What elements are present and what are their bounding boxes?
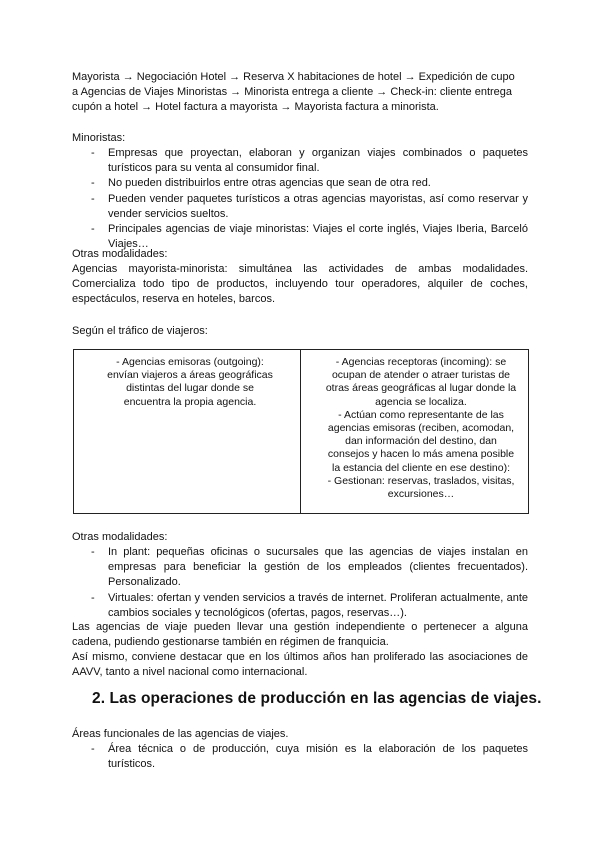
- otras-modalidades-title-2: Otras modalidades:: [72, 531, 168, 543]
- flow-line-3: cupón a hotel → Hotel factura a mayorista → Mayorista factura a minorista.: [72, 101, 439, 114]
- minoristas-title: Minoristas:: [72, 132, 126, 144]
- mayorista-minorista-paragraph: Agencias mayorista-minorista: simultánea las actividades de ambas modalidades. Comercializa todo tipo de productos, incluyendo tour operadores, alquiler de coches, espectáculos, reserva en hoteles, barcos.: [72, 263, 528, 306]
- list-item: - Empresas que proyectan, elaboran y organizan viajes combinados o paquetes turísticos para su venta al consumidor final.: [91, 147, 528, 175]
- list-item: - In plant: pequeñas oficinas o sucursales que las agencias de viajes instalan en empresas para beneficiar la gestión de los empleados (clientes frecuentados). Personalizado.: [91, 546, 528, 589]
- areas-funcionales-list: [72, 742, 528, 772]
- gestion-paragraph: Las agencias de viaje pueden llevar una gestión independiente o pertenecer a alguna cadena, pudiendo gestionarse también en régimen de franquicia.: [72, 621, 528, 649]
- trafico-title: Según el tráfico de viajeros:: [72, 325, 208, 337]
- section-heading: 2. Las operaciones de producción en las agencias de viajes.: [92, 690, 542, 707]
- list-item: - Pueden vender paquetes turísticos a otras agencias mayoristas, así como reservar y vender servicios sueltos.: [91, 192, 528, 220]
- otras-modalidades-list: [72, 545, 528, 621]
- table-cell-receptoras: [301, 350, 528, 513]
- receptoras-item: - Agencias receptoras (incoming): se ocupan de atender o atraer turistas de otras áreas geográficas al lugar donde la agencia se localiza.: [325, 356, 517, 408]
- table-cell-emisoras: [74, 350, 301, 513]
- trafico-table: [73, 349, 529, 514]
- emisoras-item: - Agencias emisoras (outgoing): envían viajeros a áreas geográficas distintas del lugar donde se encuentra la propia agencia.: [107, 356, 273, 408]
- areas-funcionales-intro: Áreas funcionales de las agencias de viajes.: [72, 728, 289, 740]
- receptoras-item: - Actúan como representante de las agencias emisoras (reciben, acomodan, dan información del destino, dan consejos y hacen lo más amena posible la estancia del cliente en ese destino):: [327, 408, 515, 474]
- flow-line-2: a Agencias de Viajes Minoristas → Minorista entrega a cliente → Check-in: cliente entrega: [72, 86, 513, 99]
- asociaciones-paragraph: Así mismo, conviene destacar que en los últimos años han proliferado las asociaciones de AAVV, tanto a nivel nacional como internacional.: [72, 651, 528, 679]
- minoristas-list: [72, 146, 528, 252]
- receptoras-item: - Gestionan: reservas, traslados, visitas, excursiones…: [327, 474, 515, 501]
- list-item: - Área técnica o de producción, cuya misión es la elaboración de los paquetes turísticos.: [91, 743, 528, 771]
- list-item: - No pueden distribuirlos entre otras agencias que sean de otra red.: [91, 177, 431, 190]
- flow-line-1: Mayorista → Negociación Hotel → Reserva X habitaciones de hotel → Expedición de cupo: [72, 71, 515, 83]
- list-item: - Principales agencias de viaje minoristas: Viajes el corte inglés, Viajes Iberia, Barceló Viajes…: [91, 223, 528, 251]
- flow-paragraph: [72, 70, 528, 116]
- list-item: - Virtuales: ofertan y venden servicios a través de internet. Proliferan actualmente, ante cambios sociales y tecnológicos (ofertas, pagos, reservas…).: [91, 591, 528, 619]
- otras-modalidades-title: Otras modalidades:: [72, 248, 168, 260]
